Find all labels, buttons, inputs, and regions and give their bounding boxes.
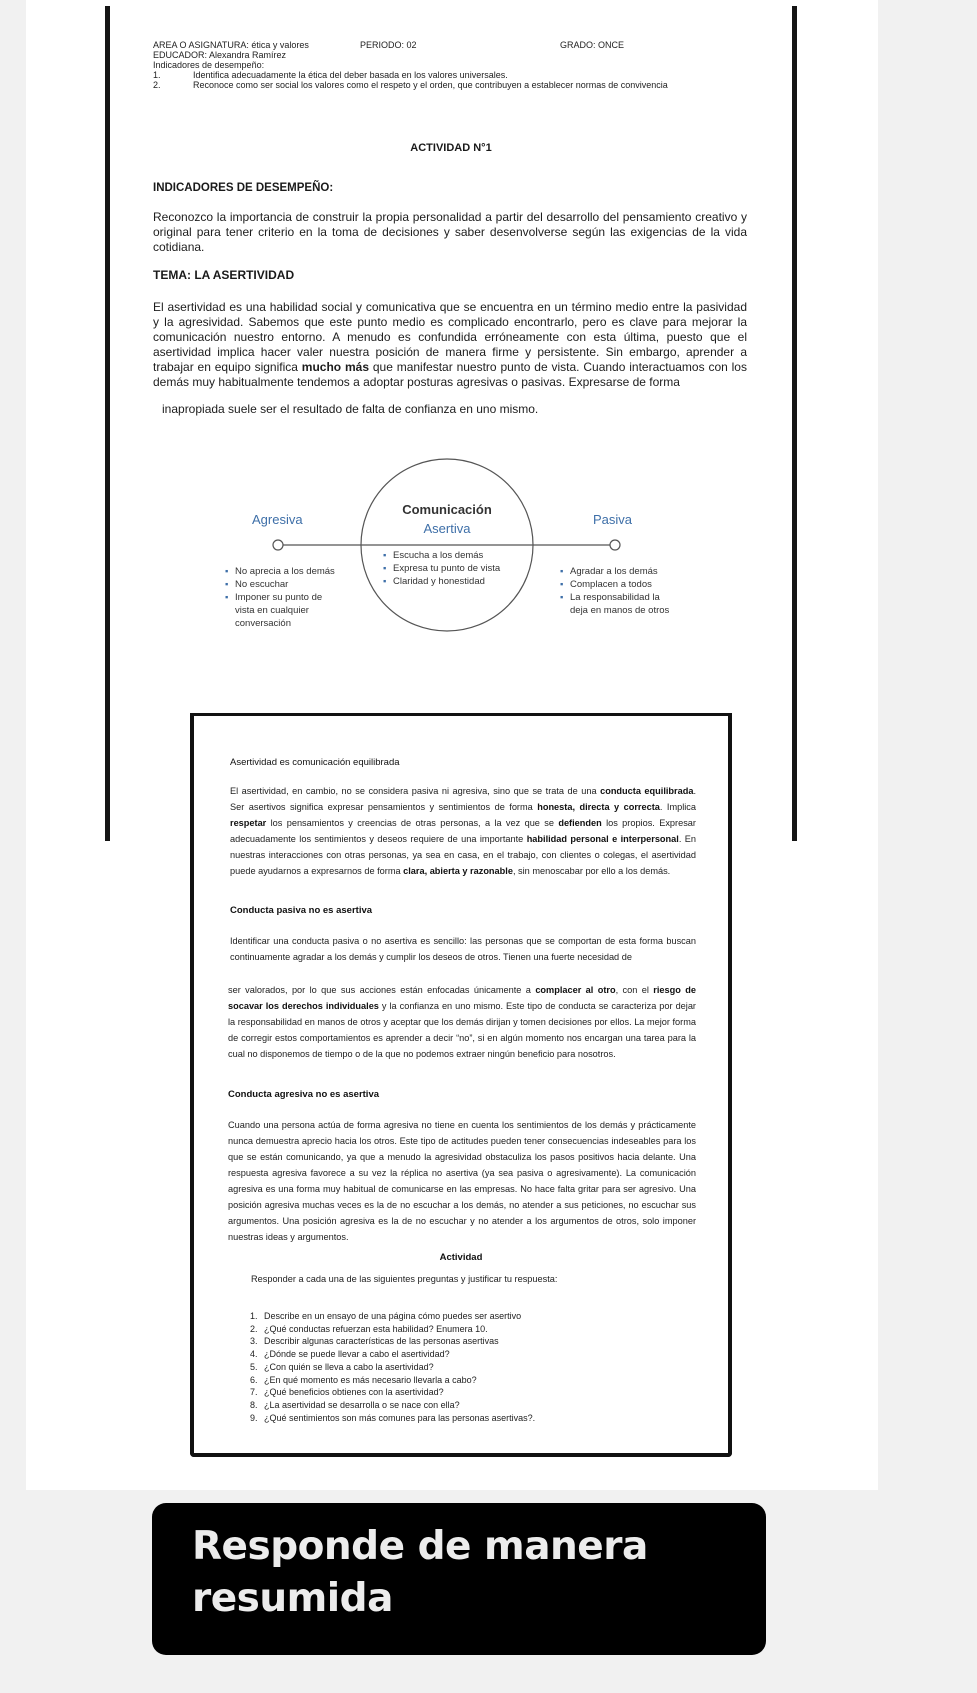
worksheet-page-2 [190, 715, 732, 1457]
caption-banner [152, 1503, 766, 1655]
question-item [250, 1348, 535, 1361]
aggressive-paragraph: Cuando una persona actúa de forma agresiva no tiene en cuenta los sentimientos de los demás y prácticamente nunca demuestra aprecio hacia los otros. Este tipo de actitudes pueden tener consecuencias indeseables para los que se están comunicando, ya que a menudo la agresividad obstaculiza los pasos positivos hacia delante. Una respuesta agresiva favorece a su vez la réplica no asertiva (ya sea pasiva o agresivamente). La comunicación agresiva es una forma muy habitual de comunicarse en las empresas. No hace falta gritar para ser agresivo. Una posición agresiva muchas veces es la de no escuchar a los demás, no atender a sus peticiones, no escuchar sus argumentos. Una posición agresiva es la de no escuchar y no atender a los argumentos de otros, solo imponer nuestras ideas y argumentos. [228, 1120, 696, 1242]
question-item [250, 1310, 535, 1323]
question-number: 3. [250, 1336, 258, 1347]
list-item: ▪ Claridad y honestidad [383, 575, 523, 588]
text-segment: los propios. Expresar adecuadamente los sentimientos y deseos requiere de una importante [230, 818, 696, 844]
bold-text: defienden [558, 818, 602, 828]
text-segment: . Ser asertivos significa expresar pensamientos y sentimientos de forma [230, 786, 697, 812]
aggressive-heading: Conducta agresiva no es asertiva [228, 1089, 380, 1100]
topic-bold-text: mucho más [301, 360, 369, 374]
question-text: ¿Qué beneficios obtienes con la asertividad? [264, 1387, 444, 1398]
question-item [250, 1374, 535, 1387]
list-item: ▪ No escuchar [225, 578, 343, 591]
questions-list [250, 1310, 535, 1424]
indicator-text: Reconoce como ser social los valores como el respeto y el orden, que contribuyen a establecer normas de convivencia [193, 80, 668, 90]
assertive-title: Comunicación [402, 502, 492, 517]
list-item: ▪ La responsabilidad la deja en manos de otros [560, 591, 672, 617]
aggressive-marker [273, 540, 283, 550]
activity-instructions: Responder a cada una de las siguientes preguntas y justificar tu respuesta: [251, 1274, 558, 1284]
question-text: Describe en un ensayo de una página cómo puedes ser asertivo [264, 1311, 522, 1321]
indicators-heading: INDICADORES DE DESEMPEÑO: [153, 182, 334, 194]
passive-paragraph-2 [228, 982, 696, 1062]
aggressive-title: Agresiva [252, 512, 303, 527]
question-number: 2. [250, 1323, 258, 1334]
question-text: ¿Qué sentimientos son más comunes para las personas asertivas?. [264, 1412, 536, 1423]
text-segment: y la confianza en uno mismo. Este tipo de conducta se caracteriza por dejar la responsabilidad en manos de otros y aceptar que los demás dirijan y tomen decisiones por ellos. La mejor forma de corregir estos comportamientos es aprender a decir “no”, si en algún momento nos encargan una tarea para la cual no disponemos de tiempo o de la que no podemos extraer ningún beneficio para nosotros. [228, 1001, 696, 1059]
topic-last-line: inapropiada suele ser el resultado de falta de confianza en uno mismo. [162, 402, 539, 416]
question-text: ¿Con quién se lleva a cabo la asertividad? [264, 1361, 434, 1372]
text-segment: ser valorados, por lo que sus acciones están enfocadas únicamente a [228, 985, 536, 995]
list-item: ▪ Complacen a todos [560, 578, 672, 591]
bold-text: habilidad personal e interpersonal [526, 834, 679, 844]
list-item: ▪ Expresa tu punto de vista [383, 562, 523, 575]
header-indicators-label: Indicadores de desempeño: [153, 60, 265, 70]
question-number: 4. [250, 1349, 258, 1360]
header-educator: EDUCADOR: Alexandra Ramírez [153, 50, 287, 60]
question-item [250, 1335, 535, 1348]
indicators-paragraph: Reconozco la importancia de construir la propia personalidad a partir del desarrollo del pensamiento creativo y original para tener criterio en la toma de decisiones y saber desenvolverse según las exigencias de la vida cotidiana. [153, 210, 747, 254]
passive-paragraph-1: Identificar una conducta pasiva o no asertiva es sencillo: las personas que se comportan de esta forma buscan continuamente agradar a los demás y cumplir los deseos de otros. Tienen una fuerte necesidad de [230, 936, 696, 962]
question-text: ¿En qué momento es más necesario llevarla a cabo? [264, 1374, 477, 1385]
header-grade: GRADO: ONCE [560, 40, 625, 50]
page-2-top-edge [190, 713, 732, 716]
question-number: 7. [250, 1387, 258, 1398]
question-item [250, 1399, 535, 1412]
bold-text: conducta equilibrada [600, 786, 694, 796]
question-number: 6. [250, 1374, 258, 1385]
topic-text-part-2: que manifestar nuestro punto de vista. Cuando interactuamos con los demás muy habitualmente tendemos a adoptar posturas agresivas o pasivas. Expresarse de forma [153, 360, 747, 389]
question-number: 8. [250, 1399, 258, 1410]
bold-text: honesta, directa y correcta [537, 802, 660, 812]
question-text: ¿Qué conductas refuerzan esta habilidad? Enumera 10. [264, 1323, 488, 1334]
question-number: 1. [250, 1311, 258, 1321]
text-segment: . En nuestras interacciones con otras personas, ya sea en casa, en el trabajo, con clientes o colegas, el asertividad puede ayudarnos a expresarnos de forma [230, 834, 697, 876]
communication-styles-diagram [105, 440, 765, 660]
passive-marker [610, 540, 620, 550]
aggressive-list [225, 565, 343, 630]
question-item [250, 1386, 535, 1399]
header-period: PERIODO: 02 [360, 40, 417, 50]
question-number: 5. [250, 1361, 258, 1372]
bold-text: riesgo de socavar los derechos individuales [228, 985, 696, 1011]
question-text: ¿Dónde se puede llevar a cabo el asertividad? [264, 1349, 450, 1360]
text-segment: , sin menoscabar por ello a los demás. [512, 866, 671, 876]
assertive-list [383, 549, 523, 588]
bold-text: clara, abierta y razonable [403, 866, 513, 876]
topic-heading: TEMA: LA ASERTIVIDAD [153, 268, 295, 282]
question-item [250, 1323, 535, 1336]
passive-heading: Conducta pasiva no es asertiva [230, 905, 373, 916]
question-item [250, 1412, 535, 1425]
passive-title: Pasiva [593, 512, 633, 527]
header-indicator-2 [153, 80, 668, 90]
passive-list [560, 565, 672, 617]
indicator-number: 1. [153, 70, 161, 80]
bold-text: complacer al otro [535, 985, 616, 995]
question-number: 9. [250, 1412, 258, 1423]
header-indicator-1 [153, 70, 508, 80]
question-item [250, 1361, 535, 1374]
question-text: ¿La asertividad se desarrolla o se nace con ella? [264, 1399, 460, 1410]
caption-text: Responde de manera resumida [192, 1524, 648, 1621]
indicator-number: 2. [153, 80, 161, 90]
assertive-subtitle: Asertiva [423, 521, 471, 536]
list-item: ▪ Imponer su punto de vista en cualquier conversación [225, 591, 343, 630]
topic-paragraph [153, 300, 747, 390]
header-subject: AREA O ASIGNATURA: ética y valores [153, 40, 309, 50]
activity-heading: Actividad [439, 1252, 483, 1263]
text-segment: El asertividad, en cambio, no se considera pasiva ni agresiva, sino que se trata de una [230, 786, 601, 796]
indicator-text: Identifica adecuadamente la ética del deber basada en los valores universales. [193, 70, 508, 80]
bold-text: respetar [230, 818, 267, 828]
list-item: ▪ Escucha a los demás [383, 549, 523, 562]
assertive-paragraph [230, 783, 696, 879]
topic-text-part-1: El asertividad es una habilidad social y comunicativa que se encuentra en un término medio entre la pasividad y la agresividad. Sabemos que este punto medio es complicado encontrarlo, pero es clave para mejorar la comunicación nuestro entorno. A menudo es confundida erróneamente con esta última, puesto que el asertividad implica hacer valer nuestra posición de manera firme y persistente. Sin embargo, aprender a trabajar en equipo significa [153, 300, 747, 374]
text-segment: . Implica [659, 802, 696, 812]
list-item: ▪ Agradar a los demás [560, 565, 672, 578]
list-item: ▪ No aprecia a los demás [225, 565, 343, 578]
question-text: Describir algunas características de las personas asertivas [264, 1336, 499, 1347]
activity-title: ACTIVIDAD N°1 [410, 142, 492, 154]
text-segment: los pensamientos y creencias de otras personas, a la vez que se [266, 818, 559, 828]
section-title: Asertividad es comunicación equilibrada [230, 757, 400, 768]
text-segment: , con el [615, 985, 654, 995]
